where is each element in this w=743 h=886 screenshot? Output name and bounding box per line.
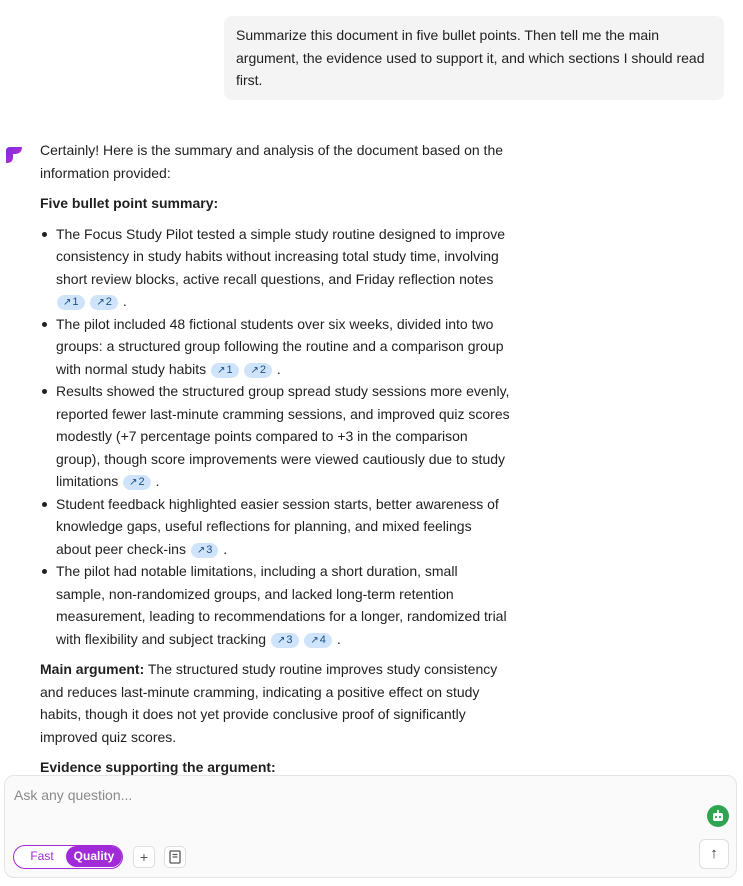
- citation-number: 2: [138, 476, 145, 488]
- citation-number: 4: [319, 633, 326, 646]
- bullet-text: Results showed the structured group spread study sessions more evenly, reported fewer last-minute cramming sessions, and improved quiz scores modestly (+7 percentage points compared to +3 in the comparison group), though score improvements were viewed cautiously due to study limitations: [56, 383, 510, 489]
- bullet-text: The Focus Study Pilot tested a simple study routine designed to improve consistency in study habits without increasing total study time, involving short review blocks, active recall questions, and Friday reflection notes: [56, 225, 506, 287]
- summary-bullet: [56, 380, 510, 493]
- summary-bullet: [56, 493, 510, 561]
- citation-chip[interactable]: [191, 543, 219, 558]
- assistant-answer: [40, 139, 510, 779]
- citation-chip[interactable]: [304, 633, 332, 648]
- summary-heading: Five bullet point summary:: [40, 195, 219, 211]
- arrow-up-icon: ↑: [710, 845, 718, 862]
- main-argument: [40, 658, 510, 748]
- citation-number: 3: [206, 543, 213, 556]
- external-arrow-icon: ↗: [196, 544, 206, 556]
- bullet-text: The pilot had notable limitations, including a short duration, small sample, non-randomized groups, and lacked long-term retention measurement, leading to recommendations for a longer, randomized trial with flexibility and subject tracking: [56, 563, 507, 647]
- answer-intro: Certainly! Here is the summary and analysis of the document based on the information provided:: [40, 142, 504, 181]
- plus-icon: +: [139, 849, 149, 865]
- citation-chip[interactable]: [244, 363, 272, 378]
- add-button[interactable]: [133, 846, 155, 868]
- send-button[interactable]: [699, 839, 729, 869]
- citation-number: 2: [105, 296, 112, 308]
- citation-chip[interactable]: [271, 633, 299, 648]
- bullet-text: Student feedback highlighted easier session starts, better awareness of knowledge gaps, useful reflections for planning, and mixed feelings about peer check-ins: [56, 495, 499, 557]
- summary-bullet: [56, 560, 510, 650]
- summary-bullet: [56, 313, 510, 381]
- external-arrow-icon: ↗: [310, 634, 319, 646]
- mode-fast-option[interactable]: Fast: [30, 849, 54, 863]
- user-message-text: Summarize this document in five bullet points. Then tell me the main argument, the evidence used to support it, and which sections I should read first.: [236, 27, 705, 88]
- question-input[interactable]: Ask any question...: [14, 787, 133, 803]
- citation-chip[interactable]: [211, 363, 239, 378]
- external-arrow-icon: ↗: [250, 364, 259, 376]
- main-argument-text: The structured study routine improves study consistency and reduces last-minute cramming, indicating a positive effect on study habits, though it does not yet provide conclusive proof of significantly improved quiz scores.: [40, 661, 498, 745]
- bullet-period: .: [223, 540, 228, 557]
- bullet-period: .: [276, 360, 281, 377]
- external-arrow-icon: ↗: [96, 297, 105, 308]
- citation-number: 2: [259, 363, 266, 376]
- main-argument-label: Main argument:: [40, 661, 145, 677]
- citation-chip[interactable]: [57, 295, 85, 310]
- bullet-period: .: [336, 630, 341, 647]
- citation-number: 1: [72, 296, 79, 308]
- external-arrow-icon: ↗: [217, 364, 226, 376]
- citation-number: 1: [226, 363, 233, 376]
- mode-quality-option[interactable]: Quality: [66, 846, 122, 867]
- external-arrow-icon: ↗: [277, 634, 286, 646]
- citation-chip[interactable]: [123, 475, 151, 490]
- bot-icon[interactable]: [707, 805, 729, 827]
- document-icon: [165, 847, 185, 867]
- user-message-bubble: [224, 16, 724, 100]
- bullet-period: .: [122, 293, 127, 309]
- assistant-logo-icon: [4, 145, 24, 165]
- citation-number: 3: [286, 633, 293, 646]
- external-arrow-icon: ↗: [63, 297, 72, 308]
- external-arrow-icon: ↗: [129, 477, 138, 488]
- bullet-text: The pilot included 48 fictional students over six weeks, divided into two groups: a structured group following the routine and a comparison group with normal study habits: [56, 315, 504, 377]
- document-button[interactable]: [164, 846, 186, 868]
- summary-bullet: [56, 223, 510, 313]
- bullet-period: .: [155, 473, 160, 489]
- mode-toggle[interactable]: [13, 845, 123, 869]
- citation-chip[interactable]: [90, 295, 118, 310]
- evidence-heading: Evidence supporting the argument:: [40, 759, 276, 775]
- summary-bullet-list: [40, 223, 510, 651]
